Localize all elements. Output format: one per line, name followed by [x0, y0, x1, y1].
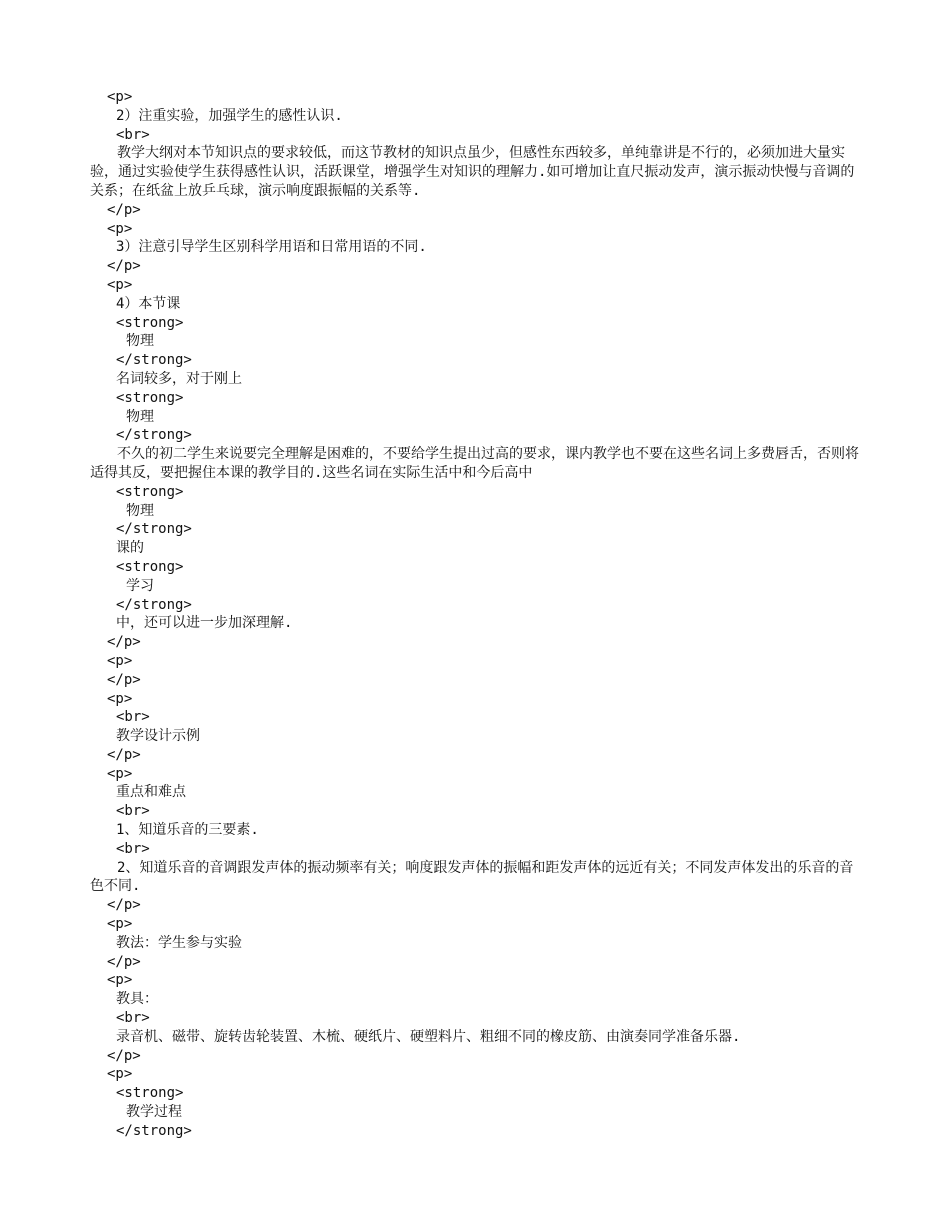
text-line: 4）本节课 [116, 295, 181, 312]
text-line: 教法：学生参与实验 [116, 934, 242, 951]
text-line: </strong> [116, 521, 192, 538]
text-line: 物理 [126, 502, 154, 519]
text-line: 学习 [126, 577, 154, 594]
text-line: <br> [116, 1010, 150, 1027]
text-line: <br> [116, 709, 150, 726]
text-line: <strong> [116, 389, 184, 406]
text-line: <strong> [116, 1085, 184, 1102]
text-line: </p> [107, 746, 141, 763]
text-line: <p> [107, 652, 133, 669]
text-line: <p> [107, 972, 133, 989]
text-line: 物理 [126, 333, 154, 350]
text-line: <p> [107, 220, 133, 237]
text-line: </strong> [116, 352, 192, 369]
text-line: <p> [107, 276, 133, 293]
text-line: 2）注重实验，加强学生的感性认识. [116, 107, 343, 124]
text-line: 重点和难点 [116, 784, 186, 801]
text-line: </p> [107, 258, 141, 275]
text-line: <p> [107, 690, 133, 707]
text-line: <br> [116, 840, 150, 857]
text-line: 物理 [126, 408, 154, 425]
text-line: 教具： [116, 991, 158, 1008]
text-line: <strong> [116, 558, 184, 575]
text-line: <p> [107, 765, 133, 782]
text-line: <br> [116, 126, 150, 143]
text-line: <br> [116, 803, 150, 820]
text-line: <strong> [116, 483, 184, 500]
text-line: 名词较多，对于刚上 [116, 370, 242, 387]
text-line: 3）注意引导学生区别科学用语和日常用语的不同. [116, 239, 427, 256]
text-line: 录音机、磁带、旋转齿轮装置、木梳、硬纸片、硬塑料片、粗细不同的橡皮筋、由演奏同学准备乐器. [116, 1028, 741, 1045]
text-line: <p> [107, 916, 133, 933]
text-line: <strong> [116, 314, 184, 331]
text-line: 教学大纲对本节知识点的要求较低，而这节教材的知识点虽少，但感性东西较多，单纯靠讲是不行的，必须加进大量实验，通过实验使学生获得感性认识，活跃课堂，增强学生对知识的理解力.如可增加让直尺振动发声，演示振动快慢与音调的关系；在纸盆上放乒乓球，演示响度跟振幅的关系等. [90, 145, 855, 199]
text-line: </p> [107, 953, 141, 970]
text-line: 2、知道乐音的音调跟发声体的振动频率有关；响度跟发声体的振幅和距发声体的远近有关；不同发声体发出的乐音的音色不同. [90, 859, 854, 895]
text-line: <p> [107, 1066, 133, 1083]
text-line: 1、知道乐音的三要素. [116, 822, 259, 839]
text-line: </p> [107, 897, 141, 914]
text-line: </p> [107, 1047, 141, 1064]
document-text [90, 88, 866, 1141]
text-line: <p> [107, 89, 133, 105]
text-line: 教学设计示例 [116, 728, 200, 745]
text-line: 不久的初二学生来说要完全理解是困难的，不要给学生提出过高的要求，课内教学也不要在这些名词上多费唇舌，否则将适得其反，要把握住本课的教学目的.这些名词在实际生活中和今后高中 [90, 446, 859, 481]
text-line: </p> [107, 201, 141, 218]
text-line: 中，还可以进一步加深理解. [116, 615, 293, 632]
text-line: 课的 [116, 540, 144, 557]
text-line: </strong> [116, 1122, 192, 1139]
text-line: </strong> [116, 596, 192, 613]
text-line: 教学过程 [126, 1104, 182, 1121]
text-line: </p> [107, 671, 141, 688]
text-line: </p> [107, 634, 141, 651]
text-line: </strong> [116, 427, 192, 444]
